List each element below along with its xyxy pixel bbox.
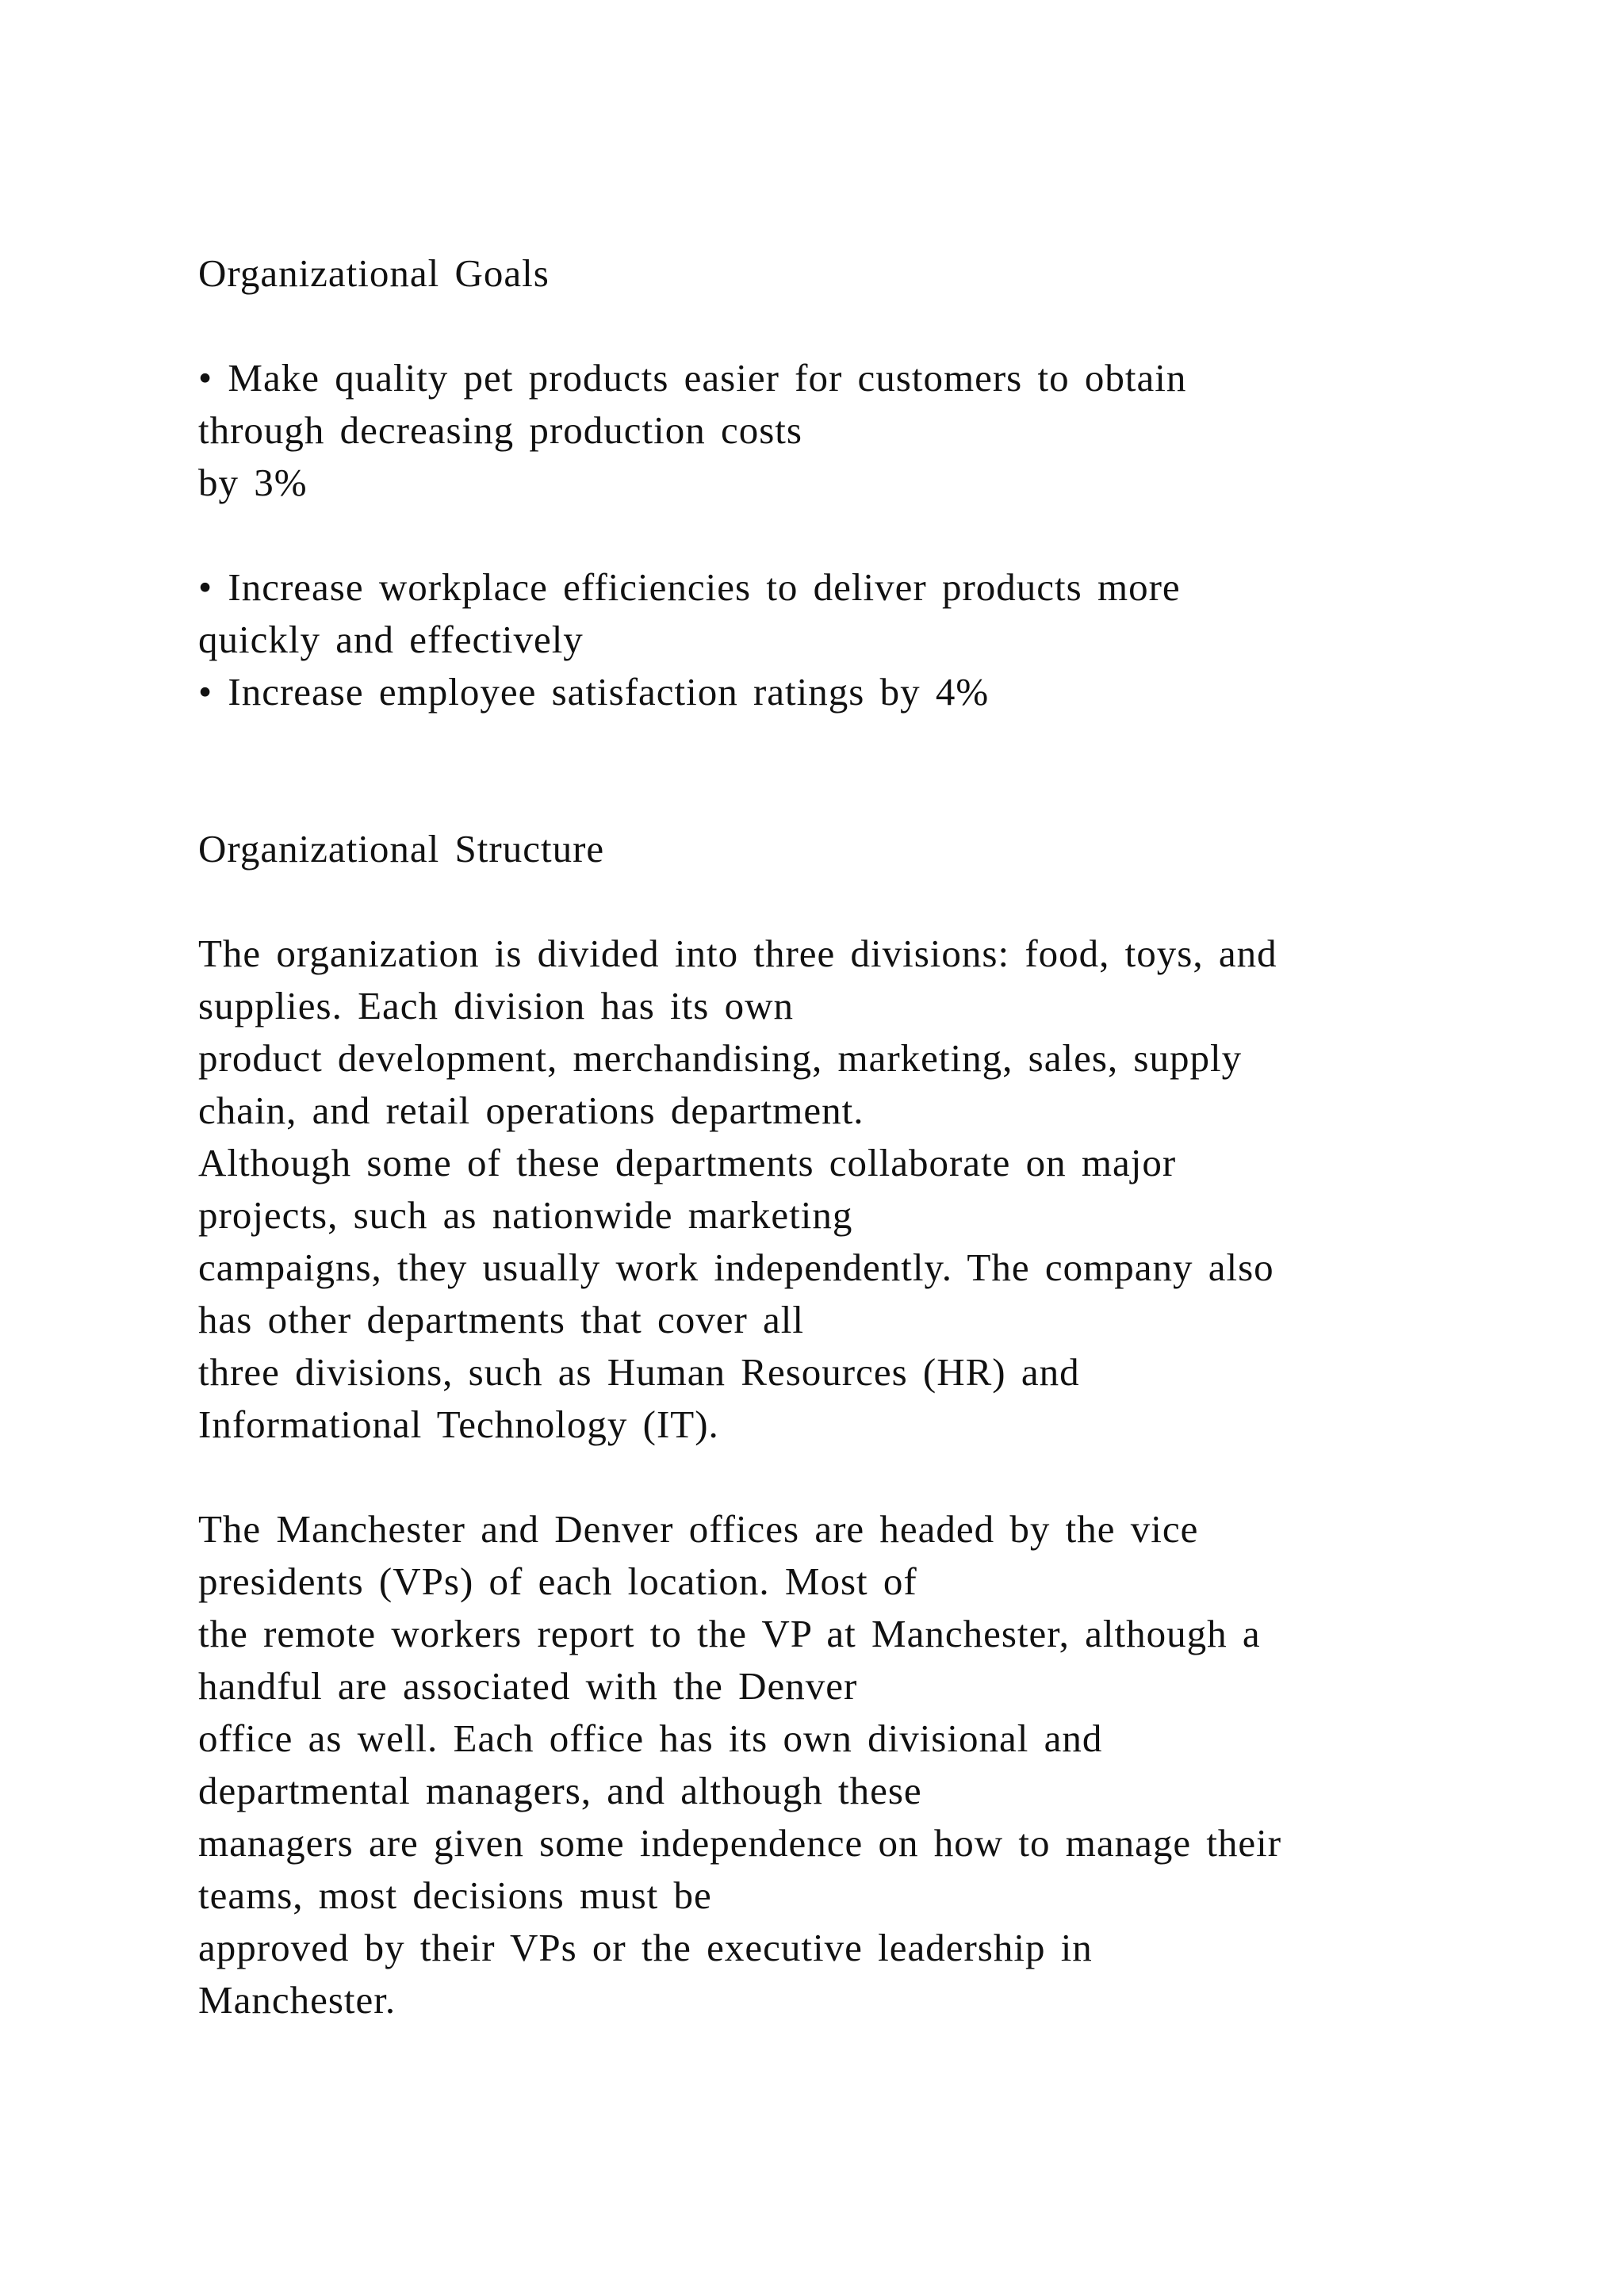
paragraph-2-line: the remote workers report to the VP at Manchester, although a (198, 1612, 1261, 1655)
goal-item-1 (198, 352, 1483, 509)
paragraph-2-line: Manchester. (198, 1978, 396, 2022)
paragraph-2-line: managers are given some independence on how to manage their (198, 1821, 1282, 1865)
goal-2-line-1: • Increase workplace efficiencies to deliver products more (198, 565, 1181, 609)
paragraph-2-line: departmental managers, and although these (198, 1769, 922, 1812)
document-body (198, 247, 1483, 2026)
structure-paragraph-1 (198, 928, 1483, 1451)
paragraph-1-line: projects, such as nationwide marketing (198, 1193, 853, 1237)
paragraph-2-line: teams, most decisions must be (198, 1873, 712, 1917)
goal-item-3 (198, 666, 1483, 718)
goal-3-line-1: • Increase employee satisfaction ratings by 4% (198, 670, 990, 714)
structure-paragraph-2 (198, 1503, 1483, 2026)
goal-1-line-3: by 3% (198, 461, 308, 504)
paragraph-1-line: campaigns, they usually work independently. The company also (198, 1246, 1274, 1289)
paragraph-2-line: approved by their VPs or the executive leadership in (198, 1926, 1093, 1969)
paragraph-2-line: presidents (VPs) of each location. Most of (198, 1559, 917, 1603)
goal-1-line-2: through decreasing production costs (198, 408, 802, 452)
goals-heading: Organizational Goals (198, 251, 550, 295)
paragraph-1-line: has other departments that cover all (198, 1298, 804, 1341)
goal-1-line-1: • Make quality pet products easier for customers to obtain (198, 356, 1187, 400)
paragraph-2-line: The Manchester and Denver offices are headed by the vice (198, 1507, 1199, 1551)
spacer (198, 718, 1483, 823)
spacer (198, 300, 1483, 352)
spacer (198, 1451, 1483, 1503)
paragraph-1-line: The organization is divided into three divisions: food, toys, and (198, 932, 1277, 975)
spacer (198, 509, 1483, 561)
paragraph-1-line: three divisions, such as Human Resources (HR) and (198, 1350, 1080, 1394)
spacer (198, 875, 1483, 928)
goal-item-2 (198, 561, 1483, 666)
paragraph-2-line: office as well. Each office has its own divisional and (198, 1716, 1103, 1760)
paragraph-1-line: Although some of these departments collaborate on major (198, 1141, 1177, 1184)
structure-heading: Organizational Structure (198, 827, 605, 871)
paragraph-1-line: supplies. Each division has its own (198, 984, 794, 1027)
paragraph-1-line: product development, merchandising, marketing, sales, supply (198, 1036, 1243, 1080)
paragraph-1-line: Informational Technology (IT). (198, 1402, 719, 1446)
paragraph-2-line: handful are associated with the Denver (198, 1664, 858, 1708)
paragraph-1-line: chain, and retail operations department. (198, 1089, 864, 1132)
goal-2-line-2: quickly and effectively (198, 618, 584, 661)
